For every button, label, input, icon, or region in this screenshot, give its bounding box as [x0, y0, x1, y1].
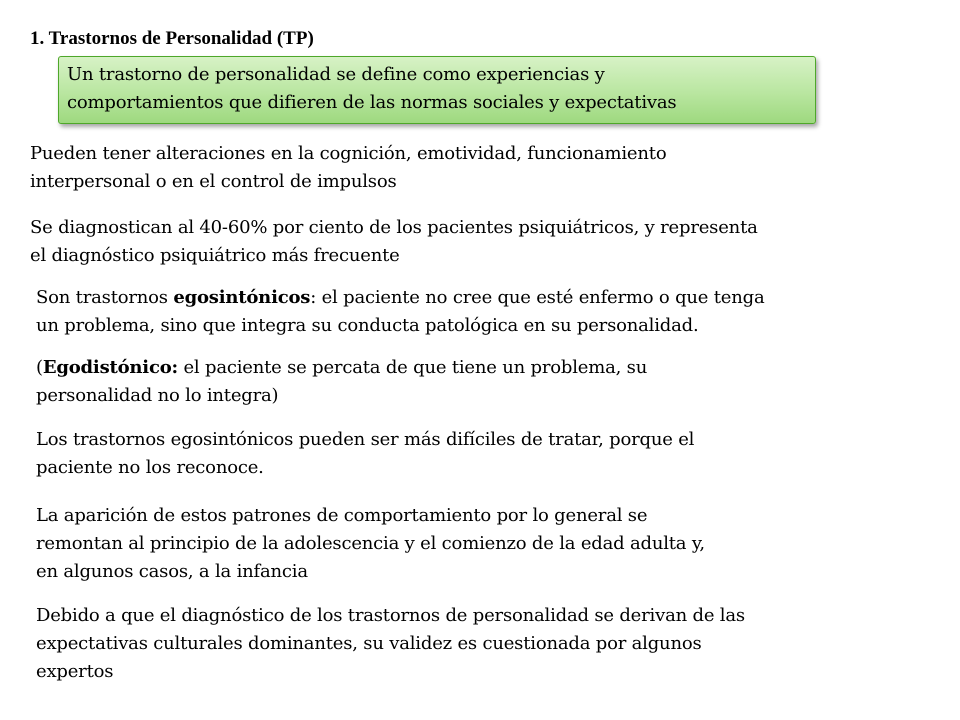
paragraph-line: personalidad no lo integra) — [36, 385, 279, 406]
text-run: Son trastornos — [36, 287, 174, 308]
paragraph-line: interpersonal o en el control de impulsos — [30, 171, 397, 192]
paragraph-egodystonic — [36, 354, 916, 410]
paragraph-egosyntonic — [36, 284, 926, 340]
paragraph-validity — [36, 602, 916, 686]
paragraph-line: el diagnóstico psiquiátrico más frecuente — [30, 245, 400, 266]
text-run: : el paciente no cree que esté enfermo o que tenga — [310, 287, 765, 308]
paragraph-line: en algunos casos, a la infancia — [36, 561, 308, 582]
paragraph-prevalence — [30, 214, 920, 270]
bold-term: egosintónicos — [173, 287, 311, 308]
paragraph-line: La aparición de estos patrones de comportamiento por lo general se — [36, 505, 648, 526]
definition-box — [58, 56, 816, 124]
paragraph-onset — [36, 502, 916, 586]
bold-term: Egodistónico: — [42, 357, 178, 378]
paragraph-line: Pueden tener alteraciones en la cognición, emotividad, funcionamiento — [30, 143, 667, 164]
paragraph-line: expertos — [36, 661, 114, 682]
paragraph-line: expectativas culturales dominantes, su validez es cuestionada por algunos — [36, 633, 702, 654]
slide-title: 1. Trastornos de Personalidad (TP) — [30, 28, 314, 49]
paragraph-line: Debido a que el diagnóstico de los trastornos de personalidad se derivan de las — [36, 605, 745, 626]
paragraph-line: paciente no los reconoce. — [36, 457, 264, 478]
paragraph-line — [36, 354, 916, 382]
paragraph-line — [36, 284, 926, 312]
paragraph-line: Se diagnostican al 40-60% por ciento de los pacientes psiquiátricos, y representa — [30, 217, 758, 238]
text-run: ( — [36, 357, 43, 378]
paragraph-alterations — [30, 140, 920, 196]
text-run: el paciente se percata de que tiene un problema, su — [177, 357, 648, 378]
definition-line: Un trastorno de personalidad se define como experiencias y — [67, 64, 605, 85]
paragraph-line: remontan al principio de la adolescencia y el comienzo de la edad adulta y, — [36, 533, 705, 554]
paragraph-treatment — [36, 426, 916, 482]
paragraph-line: un problema, sino que integra su conducta patológica en su personalidad. — [36, 315, 699, 336]
definition-line: comportamientos que difieren de las normas sociales y expectativas — [67, 92, 677, 113]
paragraph-line: Los trastornos egosintónicos pueden ser más difíciles de tratar, porque el — [36, 429, 695, 450]
